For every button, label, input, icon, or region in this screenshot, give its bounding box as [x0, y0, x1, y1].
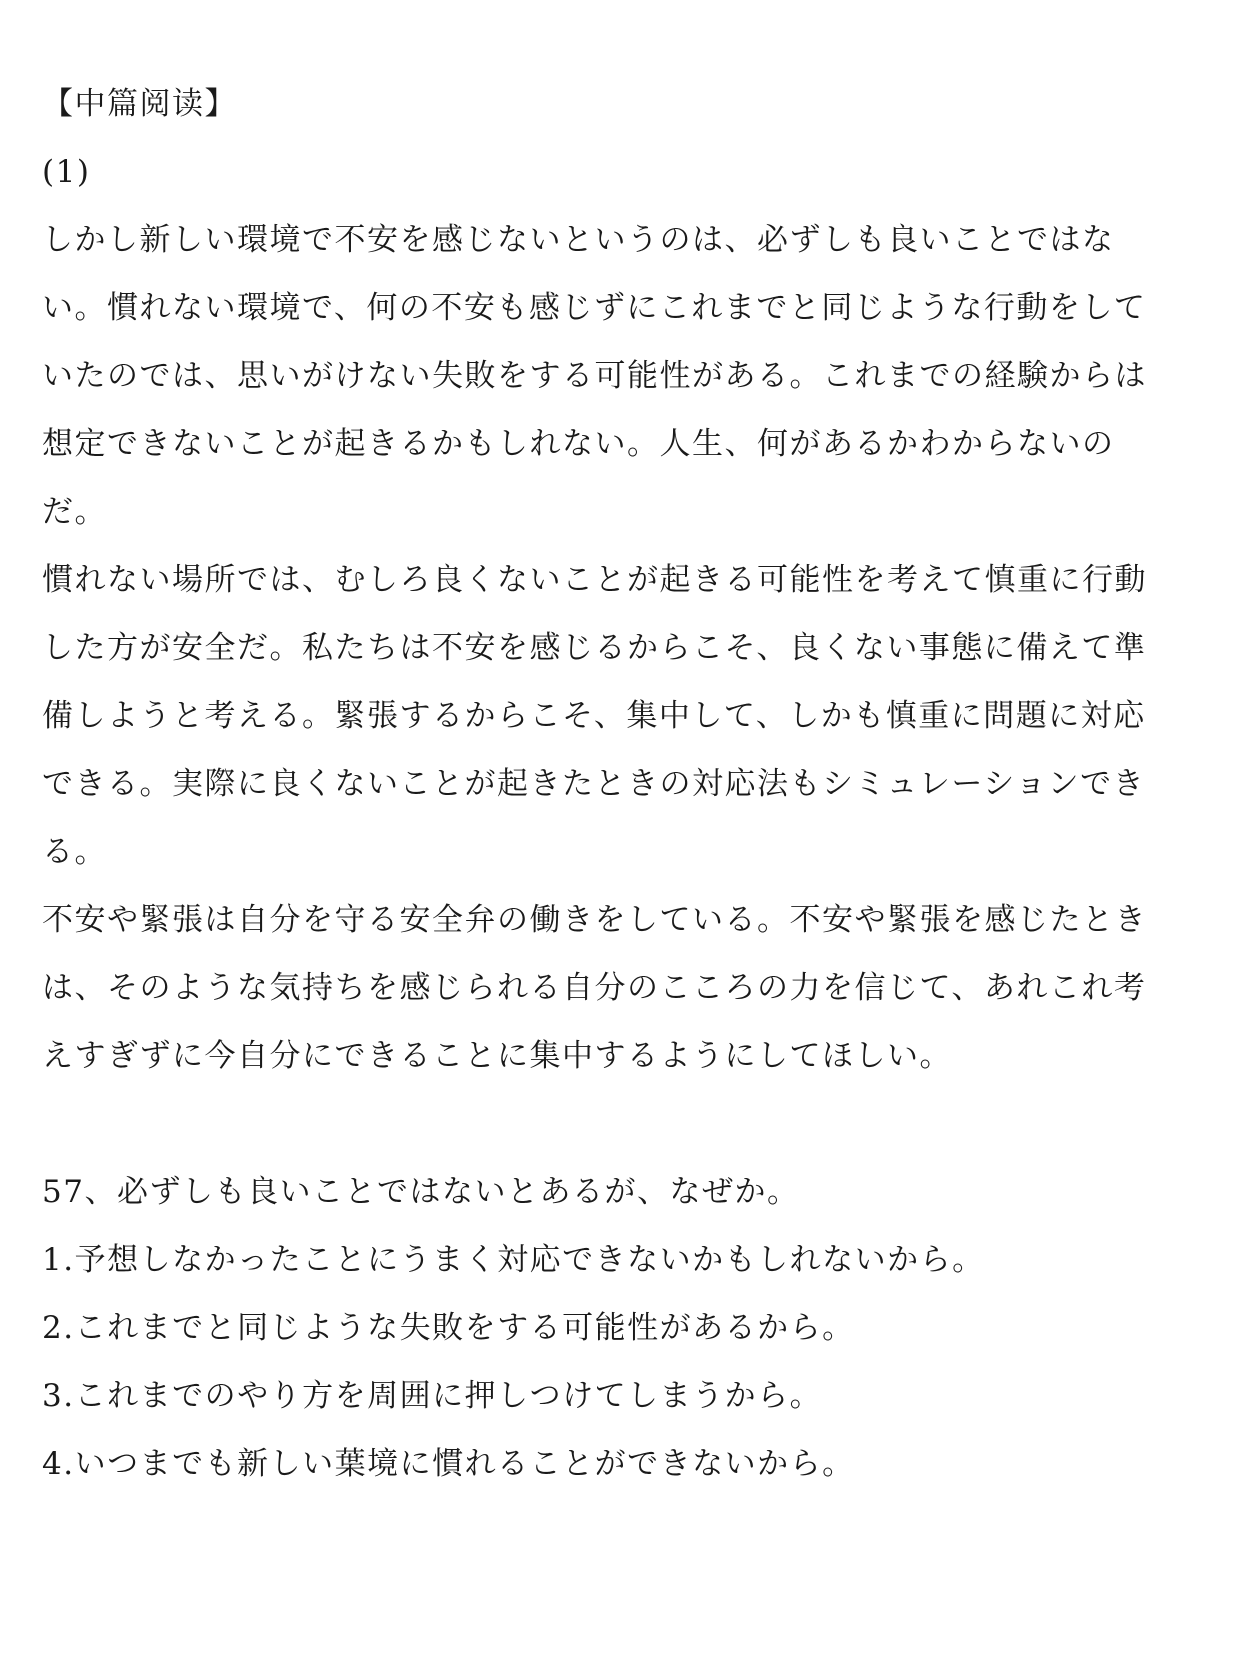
- paragraph-line: 不安や緊張は自分を守る安全弁の働きをしている。不安や緊張を感じたとき: [42, 902, 1147, 938]
- paragraph-line: できる。実際に良くないことが起きたときの対応法もシミュレーションでき: [42, 766, 1146, 802]
- question-block: [42, 1158, 1172, 1498]
- paragraph-line: る。: [42, 834, 107, 870]
- paragraph-2: [42, 546, 1172, 886]
- paragraph-line: だ。: [42, 494, 107, 530]
- question-stem: 57、必ずしも良いことではないとあるが、なぜか。: [42, 1174, 800, 1210]
- paragraph-line: は、そのような気持ちを感じられる自分のこころの力を信じて、あれこれ考: [42, 970, 1147, 1006]
- paragraph-line: 備しようと考える。緊張するからこそ、集中して、しかも慎重に問題に対応: [42, 698, 1146, 734]
- paragraph-line: 慣れない場所では、むしろ良くないことが起きる可能性を考えて慎重に行動: [42, 562, 1147, 598]
- paragraph-1: [42, 206, 1172, 546]
- answer-option-3: 3.これまでのやり方を周囲に押しつけてしまうから。: [42, 1378, 823, 1414]
- passage-number: (1): [42, 154, 91, 190]
- paragraph-line: いたのでは、思いがけない失敗をする可能性がある。これまでの経験からは: [42, 358, 1147, 394]
- answer-option-2: 2.これまでと同じような失敗をする可能性があるから。: [42, 1310, 855, 1346]
- paragraph-line: した方が安全だ。私たちは不安を感じるからこそ、良くない事態に備えて準: [42, 630, 1147, 666]
- paragraph-line: えすぎずに今自分にできることに集中するようにしてほしい。: [42, 1038, 952, 1074]
- paragraph-line: 想定できないことが起きるかもしれない。人生、何があるかわからないの: [42, 426, 1115, 462]
- paragraph-3: [42, 886, 1172, 1090]
- answer-option-4: 4.いつまでも新しい葉境に慣れることができないから。: [42, 1446, 855, 1482]
- paragraph-line: しかし新しい環境で不安を感じないというのは、必ずしも良いことではな: [42, 222, 1115, 258]
- document-page: [42, 70, 1172, 1498]
- answer-option-1: 1.予想しなかったことにうまく対応できないかもしれないから。: [42, 1242, 985, 1278]
- spacer: [42, 1090, 1172, 1158]
- paragraph-line: い。慣れない環境で、何の不安も感じずにこれまでと同じような行動をして: [42, 290, 1147, 326]
- section-title: 【中篇阅读】: [42, 86, 237, 122]
